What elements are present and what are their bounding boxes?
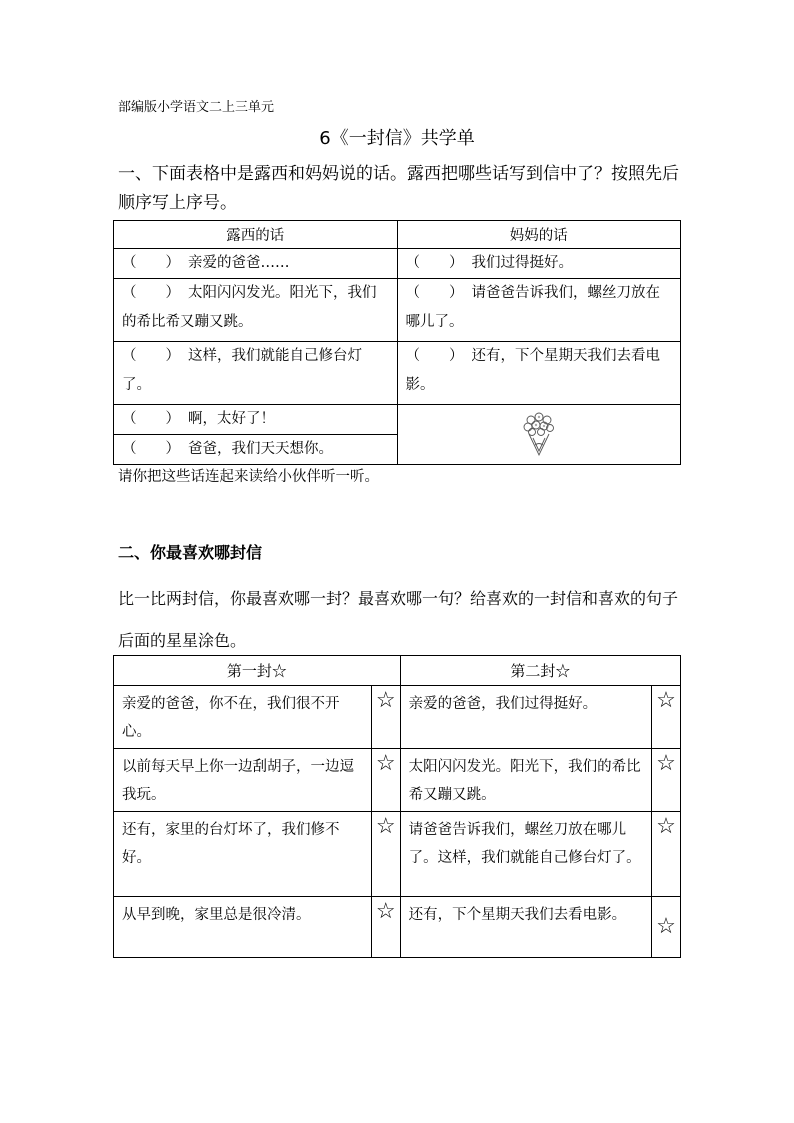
mom-line-3[interactable]	[397, 342, 681, 405]
order-blank[interactable]: （ ）	[122, 441, 180, 457]
first-letter-sentence: 亲爱的爸爸，你不在，我们很不开心。	[114, 686, 372, 749]
lucy-line-text: 太阳闪闪发光。阳光下，我们的希比希又蹦又跳。	[122, 285, 377, 330]
read-aloud-note: 请你把这些话连起来读给小伙伴听一听。	[118, 469, 379, 485]
order-blank[interactable]: （ ）	[405, 285, 464, 301]
second-letter-sentence: 请爸爸告诉我们，螺丝刀放在哪儿了。这样，我们就能自己修台灯了。	[400, 812, 651, 897]
order-blank[interactable]: （ ）	[122, 348, 180, 364]
lucy-line-text: 亲爱的爸爸……	[188, 255, 290, 271]
lucy-line-text: 爸爸，我们天天想你。	[188, 441, 333, 457]
star-icon[interactable]: ☆	[371, 749, 400, 812]
star-icon[interactable]: ☆	[371, 897, 400, 958]
lucy-line-1[interactable]	[114, 249, 398, 279]
mom-line-text: 请爸爸告诉我们，螺丝刀放在哪儿了。	[405, 285, 660, 330]
lucy-line-text: 啊，太好了！	[188, 411, 275, 427]
lucy-line-2[interactable]	[114, 279, 398, 342]
dialogue-ordering-table	[113, 220, 681, 465]
lucy-line-text: 这样，我们就能自己修台灯了。	[122, 348, 362, 393]
second-letter-sentence: 亲爱的爸爸，我们过得挺好。	[400, 686, 651, 749]
star-icon[interactable]: ☆	[652, 749, 681, 812]
order-blank[interactable]: （ ）	[405, 348, 464, 364]
second-letter-sentence: 还有，下个星期天我们去看电影。	[400, 897, 651, 958]
section-2-heading: 二、你最喜欢哪封信	[118, 543, 263, 562]
flower-cell	[397, 405, 681, 465]
star-icon[interactable]: ☆	[652, 812, 681, 897]
header-lucy: 露西的话	[114, 221, 398, 249]
page-title: 6《一封信》共学单	[319, 128, 475, 149]
flower-bouquet-icon	[522, 411, 556, 457]
order-blank[interactable]: （ ）	[405, 255, 464, 271]
favorite-letter-table	[113, 655, 681, 958]
mom-line-1[interactable]	[397, 249, 681, 279]
header-mom: 妈妈的话	[397, 221, 681, 249]
star-icon[interactable]: ☆	[652, 686, 681, 749]
section-2-instruction: 比一比两封信，你最喜欢哪一封？最喜欢哪一句？给喜欢的一封信和喜欢的句子后面的星星涂色。	[118, 589, 679, 650]
lucy-line-5[interactable]	[114, 435, 398, 465]
first-letter-sentence: 从早到晚，家里总是很冷清。	[114, 897, 372, 958]
star-icon[interactable]: ☆	[652, 897, 681, 958]
star-icon[interactable]: ☆	[371, 686, 400, 749]
lucy-line-4[interactable]	[114, 405, 398, 435]
mom-line-text: 我们过得挺好。	[471, 255, 573, 271]
mom-line-2[interactable]	[397, 279, 681, 342]
first-letter-sentence: 以前每天早上你一边刮胡子，一边逗我玩。	[114, 749, 372, 812]
star-icon[interactable]: ☆	[371, 812, 400, 897]
document-source: 部编版小学语文二上三单元	[118, 100, 275, 115]
question-1-instruction: 一、下面表格中是露西和妈妈说的话。露西把哪些话写到信中了？按照先后顺序写上序号。	[118, 164, 679, 213]
header-first-letter[interactable]: 第一封☆	[114, 656, 401, 686]
order-blank[interactable]: （ ）	[122, 411, 180, 427]
lucy-line-3[interactable]	[114, 342, 398, 405]
second-letter-sentence: 太阳闪闪发光。阳光下，我们的希比希又蹦又跳。	[400, 749, 651, 812]
mom-line-text: 还有，下个星期天我们去看电影。	[405, 348, 660, 393]
order-blank[interactable]: （ ）	[122, 285, 180, 301]
order-blank[interactable]: （ ）	[122, 255, 180, 271]
header-second-letter[interactable]: 第二封☆	[400, 656, 680, 686]
first-letter-sentence: 还有，家里的台灯坏了，我们修不好。	[114, 812, 372, 897]
